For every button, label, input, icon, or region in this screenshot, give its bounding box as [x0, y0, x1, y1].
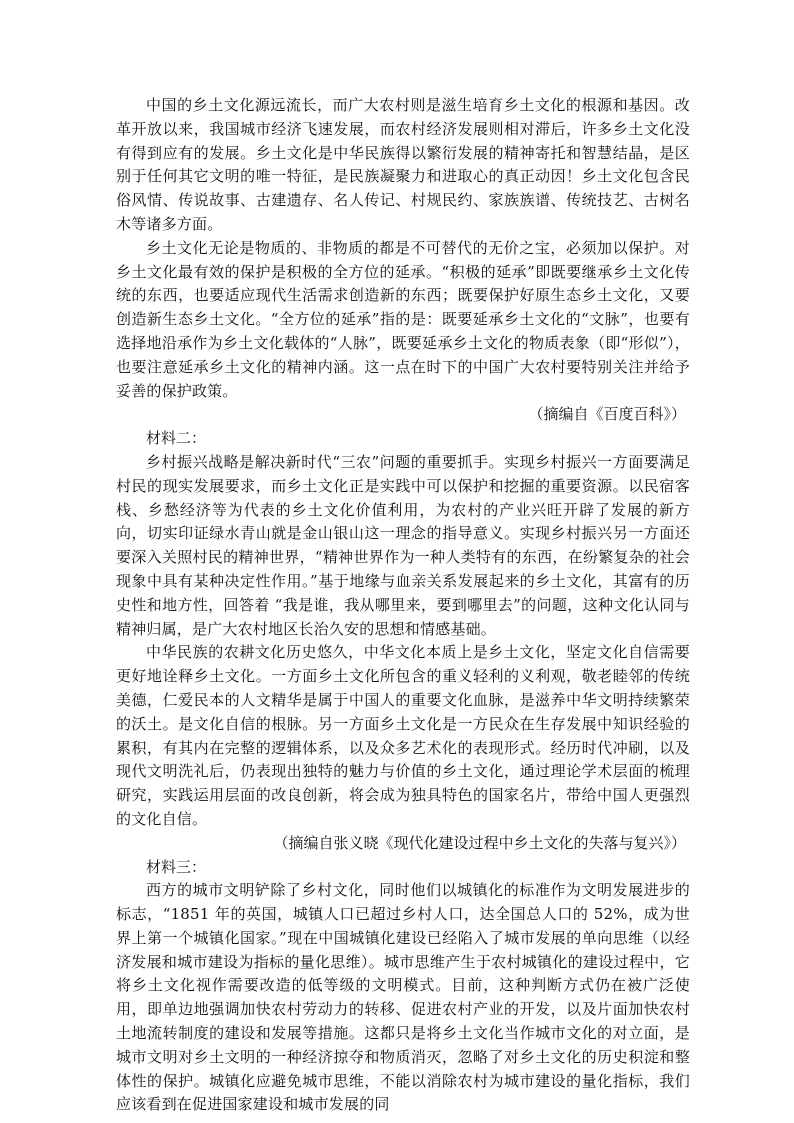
paragraph-urbanization: 西方的城市文明铲除了乡村文化，同时他们以城镇化的标准作为文明发展进步的标志，“1851 年的英国，城镇人口已超过乡村人口，达全国总人口的 52%，成为世界上第一个城镇化国家。”现在中国城镇化建设已经陷入了城市发展的单向思维（以经济发展和城市建设为指标的量化思维）。城市思维产生于农村城镇化的建设过程中，它将乡土文化视作需要改造的低等级的文明模式。目前，这种判断方式仍在被广泛使用，即单边地强调加快农村劳动力的转移、促进农村产业的开发，以及片面加快农村土地流转制度的建设和发展等措施。这都只是将乡土文化当作城市文化的对立面，是城市文明对乡土文明的一种经济掠夺和物质消灭，忽略了对乡土文化的历史积淀和整体性的保护。城镇化应避免城市思维，不能以消除农村为城市建设的量化指标，我们应该看到在促进国家建设和城市发展的同 — [116, 881, 690, 1114]
paragraph-intro: 中国的乡土文化源远流长，而广大农村则是滋生培育乡土文化的根源和基因。改革开放以来，我国城市经济飞速发展，而农村经济发展则相对滞后，许多乡土文化没有得到应有的发展。乡土文化是中华民族得以繁衍发展的精神寄托和智慧结晶，是区别于任何其它文明的唯一特征，是民族凝聚力和进取心的真正动因！乡土文化包含民俗风情、传说故事、古建遗存、名人传记、村规民约、家族族谱、传统技艺、古树名木等诸多方面。 — [116, 96, 690, 233]
source-citation-2: （摘编自张义晓《现代化建设过程中乡土文化的失落与复兴》） — [273, 833, 686, 852]
paragraph-cultural-confidence: 中华民族的农耕文化历史悠久，中华文化本质上是乡土文化，坚定文化自信需要更好地诠释乡土文化。一方面乡土文化所包含的重义轻利的义利观，敬老睦邻的传统美德，仁爱民本的人文精华是属于中国人的重要文化血脉，是滋养中华文明持续繁荣的沃土。是文化自信的根脉。另一方面乡土文化是一方民众在生存发展中知识经验的累积，有其内在完整的逻辑体系，以及众多艺术化的表现形式。经历时代冲刷，以及现代文明洗礼后，仍表现出独特的魅力与价值的乡土文化，通过理论学术层面的梳理研究，实践运用层面的改良创新，将会成为独具特色的国家名片，带给中国人更强烈的文化自信。 — [116, 643, 690, 828]
material-three-heading: 材料三： — [146, 857, 207, 876]
document-page — [116, 94, 690, 1117]
source-citation-1: （摘编自《百度百科》） — [528, 405, 686, 424]
paragraph-rural-revitalization: 乡村振兴战略是解决新时代“三农”问题的重要抓手。实现乡村振兴一方面要满足村民的现实发展要求，而乡土文化正是实践中可以保护和挖掘的重要资源。以民宿客栈、乡愁经济等为代表的乡土文化价值利用，为农村的产业兴旺开辟了发展的新方向，切实印证绿水青山就是金山银山这一理念的指导意义。实现乡村振兴另一方面还要深入关照村民的精神世界，“精神世界作为一种人类特有的东西，在纷繁复杂的社会现象中具有某种决定性作用。”基于地缘与血亲关系发展起来的乡土文化，其富有的历史性和地方性，回答着 “我是谁，我从哪里来，要到哪里去”的问题，这种文化认同与精神归属，是广大农村地区长治久安的思想和情感基础。 — [116, 452, 690, 638]
material-two-heading: 材料二： — [146, 429, 207, 448]
paragraph-protection: 乡土文化无论是物质的、非物质的都是不可替代的无价之宝，必须加以保护。对乡土文化最有效的保护是积极的全方位的延承。“积极的延承”即既要继承乡土文化传统的东西，也要适应现代生活需求创造新的东西；既要保护好原生态乡土文化，又要创造新生态乡土文化。“全方位的延承”指的是：既要延承乡土文化的“文脉”，也要有选择地沿承作为乡土文化载体的“人脉”，既要延承乡土文化的物质表象（即“形似”），也要注意延承乡土文化的精神内涵。这一点在时下的中国广大农村要特别关注并给予妥善的保护政策。 — [116, 238, 690, 400]
